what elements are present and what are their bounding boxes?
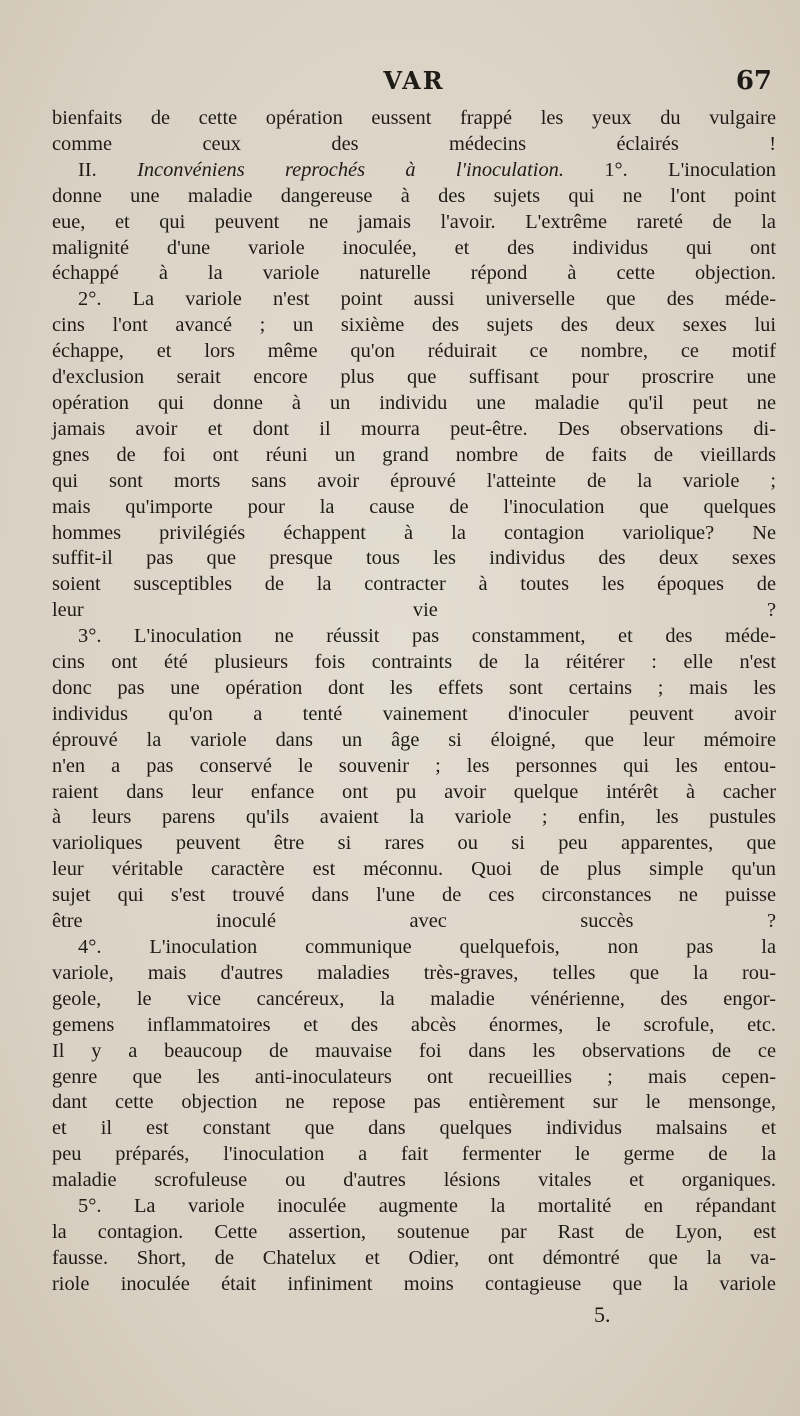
text-line: opération qui donne à un individu une maladie qu'il peut ne [52,391,776,414]
text-line: suffit-il pas que presque tous les individus des deux sexes [52,547,776,570]
text-line: soient susceptibles de la contracter à toutes les époques de [52,573,776,596]
paragraph-point-3 [52,624,776,935]
text-line: fausse. Short, de Chatelux et Odier, ont démontré que la va- [52,1246,776,1269]
section-number: II. [78,158,97,181]
text-line: donne une maladie dangereuse à des sujets qui ne l'ont point [52,184,776,207]
text-line: comme ceux des médecins éclairés ! [52,132,776,155]
text-line: la contagion. Cette assertion, soutenue par Rast de Lyon, est [52,1220,776,1243]
text-line: geole, le vice cancéreux, la maladie vénérienne, des engor- [52,987,776,1010]
text-line: hommes privilégiés échappent à la contagion variolique? Ne [52,521,776,544]
text-line: et il est constant que dans quelques individus malsains et [52,1117,776,1140]
text-line: Il y a beaucoup de mauvaise foi dans les observations de ce [52,1039,776,1062]
paragraph-section-ii [52,158,776,288]
text-line: 4°. L'inoculation communique quelquefois, non pas la [78,936,776,958]
page-header [52,66,776,106]
text-line: d'exclusion serait encore plus que suffisant pour proscrire une [52,366,776,389]
text-line: gnes de foi ont réuni un grand nombre de faits de vieillards [52,443,776,466]
text-line: échappé à la variole naturelle répond à cette objection. [52,262,776,285]
paragraph-continuation [52,106,776,158]
text-line: maladie scrofuleuse ou d'autres lésions vitales et organiques. [52,1169,776,1192]
text-line: à leurs parens qu'ils avaient la variole ; enfin, les pustules [52,806,776,829]
text-line: malignité d'une variole inoculée, et des individus qui ont [52,236,776,259]
running-head: VAR [383,66,445,95]
text-line: peu préparés, l'inoculation a fait fermenter le germe de la [52,1143,776,1166]
text-line: bienfaits de cette opération eussent frappé les yeux du vulgaire [52,107,776,129]
text-line: riole inoculée était infiniment moins contagieuse que la variole [52,1272,776,1295]
text-line: cins ont été plusieurs fois contraints de la réitérer : elle n'est [52,651,776,674]
text-line: échappe, et lors même qu'on réduirait ce nombre, ce motif [52,340,776,363]
text-line: être inoculé avec succès ? [52,910,776,933]
paragraph-point-4 [52,935,776,1194]
paragraph-point-5 [52,1194,776,1298]
text-line: cins l'ont avancé ; un sixième des sujets des deux sexes lui [52,314,776,337]
text-line: genre que les anti-inoculateurs ont recueillies ; mais cepen- [52,1065,776,1088]
text-line: donc pas une opération dont les effets sont certains ; mais les [52,676,776,699]
signature-mark: 5. [594,1302,611,1327]
text-line: varioliques peuvent être si rares ou si peu apparentes, que [52,832,776,855]
section-heading: Inconvéniens reprochés à l'inoculation. [137,158,564,181]
text-line: jamais avoir et dont il mourra peut-être. Des observations di- [52,417,776,440]
text-line: 5°. La variole inoculée augmente la mortalité en répandant [78,1195,776,1218]
text-line: leur vie ? [52,599,776,622]
text-line: gemens inflammatoires et des abcès énormes, le scrofule, etc. [52,1013,776,1036]
text-line: 2°. La variole n'est point aussi universelle que des méde- [78,288,776,311]
text-line: leur véritable caractère est méconnu. Quoi de plus simple qu'un [52,858,776,881]
text-line: raient dans leur enfance ont pu avoir quelque intérêt à cacher [52,780,776,803]
text-line: individus qu'on a tenté vainement d'inoculer peuvent avoir [52,702,776,725]
paragraph-point-2 [52,287,776,624]
text-line: n'en a pas conservé le souvenir ; les personnes qui les entou- [52,754,776,777]
text-line: 3°. L'inoculation ne réussit pas constamment, et des méde- [78,625,776,648]
text-line [52,158,776,184]
text-fragment: 1°. L'inoculation [604,158,777,181]
text-line: eue, et qui peuvent ne jamais l'avoir. L'extrême rareté de la [52,210,776,233]
text-line: mais qu'importe pour la cause de l'inoculation que quelques [52,495,776,518]
text-line: éprouvé la variole dans un âge si éloigné, que leur mémoire [52,728,776,751]
text-line: qui sont morts sans avoir éprouvé l'atteinte de la variole ; [52,469,776,492]
page-number: 67 [735,66,772,96]
text-line: dant cette objection ne repose pas entièrement sur le mensonge, [52,1091,776,1114]
page-body [52,106,776,1298]
text-line: variole, mais d'autres maladies très-graves, telles que la rou- [52,961,776,984]
text-line: sujet qui s'est trouvé dans l'une de ces circonstances ne puisse [52,884,776,907]
